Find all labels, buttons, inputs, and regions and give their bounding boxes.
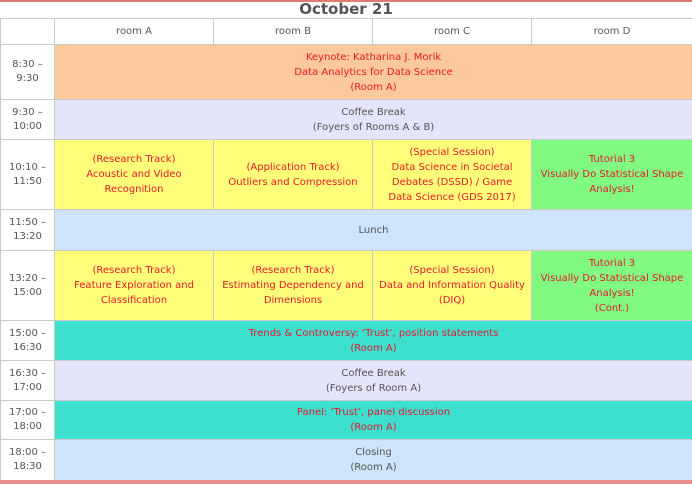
coffee-break: Coffee Break (Foyers of Rooms A & B) xyxy=(55,100,692,140)
room-c-header: room C xyxy=(373,19,532,45)
coffee-break: Coffee Break (Foyers of Room A) xyxy=(55,361,692,401)
tutorial-cell-room-d[interactable]: Tutorial 3 Visually Do Statistical Shape Analysis! xyxy=(532,140,692,210)
room-b-header: room B xyxy=(214,19,373,45)
tutorial-cell-room-d[interactable]: Tutorial 3 Visually Do Statistical Shape Analysis! (Cont.) xyxy=(532,251,692,321)
header-row xyxy=(1,19,692,45)
session-room: (Room A) xyxy=(350,81,397,93)
lunch-break: Lunch xyxy=(55,210,692,251)
bottom-border xyxy=(0,480,692,484)
time-slot: 15:00 – 16:30 xyxy=(1,321,55,361)
schedule-row xyxy=(1,251,692,321)
session-cell-room-a[interactable]: (Research Track) Acoustic and Video Recognition xyxy=(55,140,214,210)
keynote-session[interactable] xyxy=(55,45,692,100)
schedule-row xyxy=(1,401,692,440)
schedule-row xyxy=(1,140,692,210)
schedule-table xyxy=(0,18,692,481)
time-header xyxy=(1,19,55,45)
schedule-row xyxy=(1,100,692,140)
schedule-row xyxy=(1,440,692,481)
time-slot: 9:30 – 10:00 xyxy=(1,100,55,140)
panel-session[interactable]: Panel: ‘Trust’, panel discussion (Room A) xyxy=(55,401,692,440)
schedule-row xyxy=(1,361,692,401)
time-slot: 17:00 – 18:00 xyxy=(1,401,55,440)
room-d-header: room D xyxy=(532,19,692,45)
session-subtitle: Data Analytics for Data Science xyxy=(294,66,453,78)
room-a-header: room A xyxy=(55,19,214,45)
time-slot: 10:10 – 11:50 xyxy=(1,140,55,210)
session-cell-room-b[interactable]: (Application Track) Outliers and Compression xyxy=(214,140,373,210)
time-slot: 13:20 – 15:00 xyxy=(1,251,55,321)
schedule-row xyxy=(1,45,692,100)
time-slot: 16:30 – 17:00 xyxy=(1,361,55,401)
trends-session[interactable]: Trends & Controversy: ‘Trust’, position statements (Room A) xyxy=(55,321,692,361)
page-title: October 21 xyxy=(299,0,393,18)
time-slot: 18:00 – 18:30 xyxy=(1,440,55,481)
session-cell-room-b[interactable]: (Research Track) Estimating Dependency and Dimensions xyxy=(214,251,373,321)
time-slot: 8:30 – 9:30 xyxy=(1,45,55,100)
schedule-row xyxy=(1,321,692,361)
session-cell-room-c[interactable]: (Special Session) Data Science in Societal Debates (DSSD) / Game Data Science (GDS 2017) xyxy=(373,140,532,210)
schedule-row xyxy=(1,210,692,251)
time-slot: 11:50 – 13:20 xyxy=(1,210,55,251)
session-title: Keynote: Katharina J. Morik xyxy=(305,51,442,63)
session-cell-room-a[interactable]: (Research Track) Feature Exploration and Classification xyxy=(55,251,214,321)
closing-session: Closing (Room A) xyxy=(55,440,692,481)
session-cell-room-c[interactable]: (Special Session) Data and Information Quality (DIQ) xyxy=(373,251,532,321)
